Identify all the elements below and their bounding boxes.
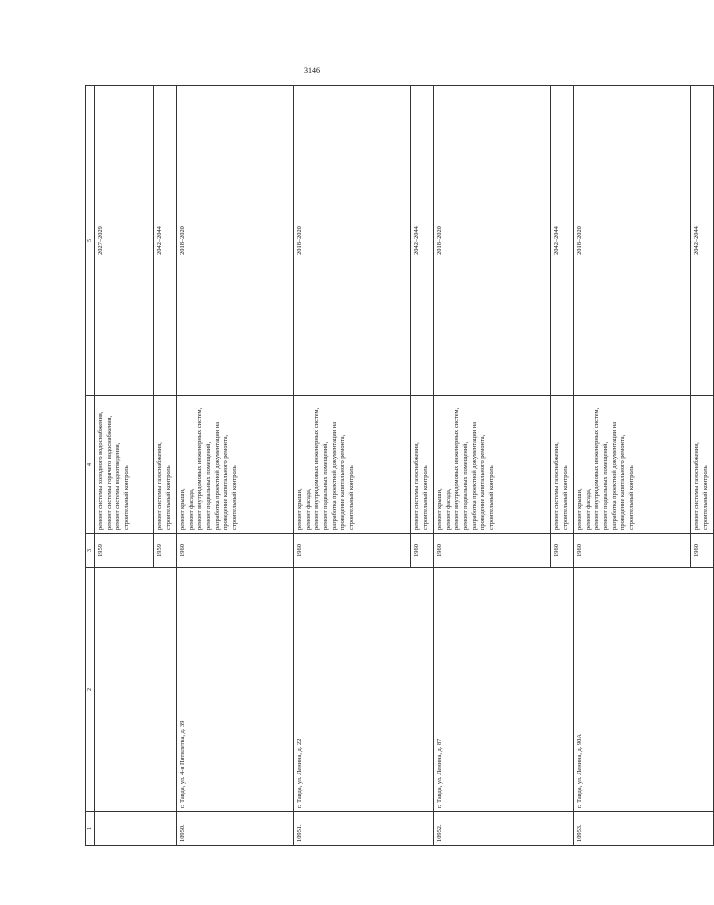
address-cell: г. Тавда, ул. Ленина, д. 90А (574, 568, 714, 812)
year-cell: 1960 (434, 534, 551, 568)
header-col-4: 4 (86, 396, 95, 534)
table-row (95, 86, 154, 846)
works-cell (434, 396, 551, 534)
work-item: проведение капитального ремонта, (619, 434, 627, 530)
work-item: разработка проектной документации на (470, 421, 478, 530)
row-number-cell: 10952. (434, 812, 574, 846)
work-item: проведение капитального ремонта, (339, 434, 347, 530)
period-cell: 2042–2044 (691, 86, 714, 396)
page-number (300, 58, 324, 82)
work-item: ремонт крыши, (576, 488, 584, 530)
work-item: строительный контроль (701, 465, 709, 530)
work-item: строительный контроль (347, 465, 355, 530)
period-cell: 2027–2029 (95, 86, 154, 396)
work-item: строительный контроль (230, 465, 238, 530)
year-cell: 1959 (154, 534, 177, 568)
work-item: ремонт подвальных помещений, (205, 441, 213, 530)
work-item: ремонт фасада, (187, 488, 195, 530)
table-row (294, 86, 411, 846)
header-col-1: 1 (86, 812, 95, 846)
works-cell (691, 396, 714, 534)
row-number-cell: 10950. (177, 812, 294, 846)
work-item: ремонт внутридомовых инженерных систем, (453, 407, 461, 530)
period-cell: 2042–2044 (154, 86, 177, 396)
works-cell (574, 396, 691, 534)
work-item: ремонт внутридомовых инженерных систем, (593, 407, 601, 530)
works-cell (411, 396, 434, 534)
work-item: разработка проектной документации на (213, 421, 221, 530)
year-cell: 1960 (574, 534, 691, 568)
year-cell: 1960 (691, 534, 714, 568)
work-item: ремонт подвальных помещений, (602, 441, 610, 530)
work-item: ремонт системы газоснабжения, (156, 442, 164, 530)
works-cell (551, 396, 574, 534)
work-item: ремонт фасада, (304, 488, 312, 530)
period-cell: 2018–2020 (294, 86, 411, 396)
address-cell: г. Тавда, ул. Ленина, д. 87 (434, 568, 574, 812)
period-cell: 2042–2044 (411, 86, 434, 396)
work-item: ремонт внутридомовых инженерных систем, (196, 407, 204, 530)
work-item: ремонт подвальных помещений, (322, 441, 330, 530)
year-cell: 1960 (551, 534, 574, 568)
work-item: ремонт крыши, (296, 488, 304, 530)
work-item: ремонт системы газоснабжения, (413, 442, 421, 530)
works-cell (95, 396, 154, 534)
work-item: ремонт крыши, (436, 488, 444, 530)
period-cell: 2018–2020 (177, 86, 294, 396)
table-row (574, 86, 691, 846)
page-number-text: 3146 (304, 65, 320, 75)
work-item: ремонт фасада, (584, 488, 592, 530)
table-row (434, 86, 551, 846)
period-cell: 2018–2020 (574, 86, 691, 396)
work-item: разработка проектной документации на (330, 421, 338, 530)
work-item: проведение капитального ремонта, (479, 434, 487, 530)
header-col-2: 2 (86, 568, 95, 812)
work-item: разработка проектной документации на (610, 421, 618, 530)
repair-schedule-table-wrapper (85, 86, 709, 846)
work-item: ремонт системы водоотведения, (114, 442, 122, 530)
period-cell: 2042–2044 (551, 86, 574, 396)
header-col-3: 3 (86, 534, 95, 568)
work-item: ремонт фасада, (444, 488, 452, 530)
work-item: строительный контроль (561, 465, 569, 530)
work-item: строительный контроль (123, 465, 131, 530)
work-item: ремонт внутридомовых инженерных систем, (313, 407, 321, 530)
period-cell: 2018–2020 (434, 86, 551, 396)
header-row (86, 86, 95, 846)
work-item: ремонт подвальных помещений, (462, 441, 470, 530)
address-cell: г. Тавда, ул. Ленина, д. 22 (294, 568, 434, 812)
year-cell: 1960 (411, 534, 434, 568)
year-cell: 1960 (177, 534, 294, 568)
repair-schedule-table (85, 85, 714, 846)
address-cell: г. Тавда, ул. 4-я Пятилетка, д. 39 (177, 568, 294, 812)
header-col-5: 5 (86, 86, 95, 396)
work-item: ремонт системы газоснабжения, (693, 442, 701, 530)
row-number-cell: 10953. (574, 812, 714, 846)
work-item: строительный контроль (487, 465, 495, 530)
work-item: строительный контроль (627, 465, 635, 530)
works-cell (154, 396, 177, 534)
work-item: ремонт системы холодного водоснабжения, (97, 411, 105, 530)
year-cell: 1959 (95, 534, 154, 568)
works-cell (177, 396, 294, 534)
row-number-cell: 10951. (294, 812, 434, 846)
work-item: строительный контроль (421, 465, 429, 530)
table-row (177, 86, 294, 846)
work-item: ремонт системы горячего водоснабжения, (105, 415, 113, 530)
address-cell (95, 568, 177, 812)
work-item: ремонт крыши, (179, 488, 187, 530)
work-item: проведение капитального ремонта, (222, 434, 230, 530)
work-item: строительный контроль (164, 465, 172, 530)
year-cell: 1960 (294, 534, 411, 568)
work-item: ремонт системы газоснабжения, (553, 442, 561, 530)
works-cell (294, 396, 411, 534)
row-number-cell (95, 812, 177, 846)
